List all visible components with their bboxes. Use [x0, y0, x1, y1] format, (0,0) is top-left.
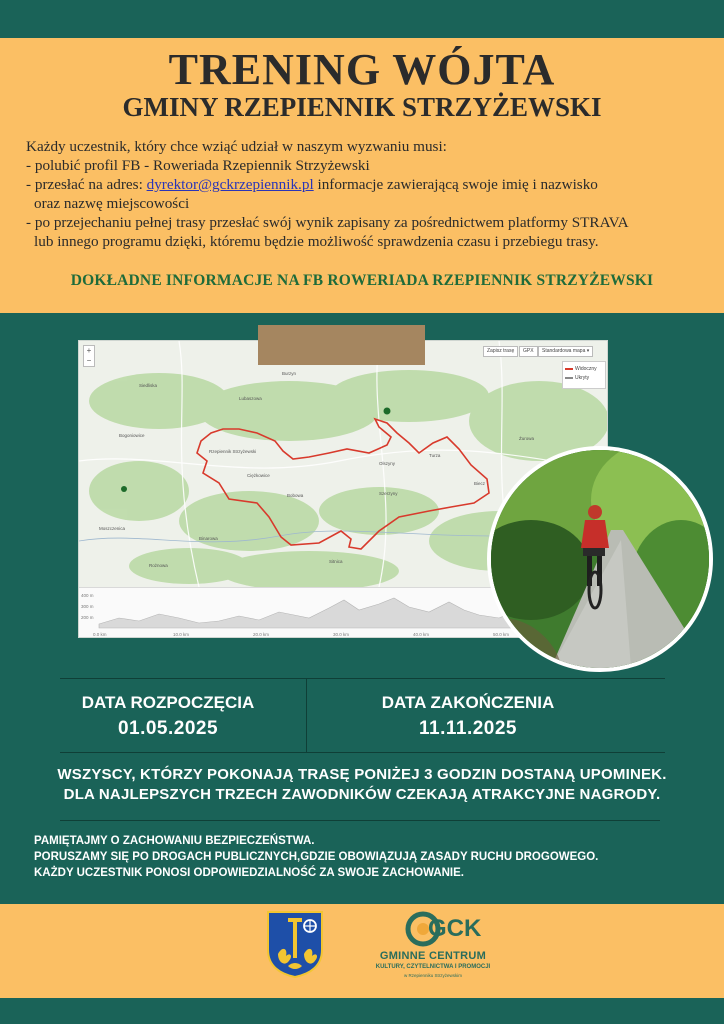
divider-bottom [60, 752, 665, 753]
safety-line-1: PAMIĘTAJMY O ZACHOWANIU BEZPIECZEŃSTWA. [34, 835, 315, 847]
gmina-coat-of-arms [266, 910, 324, 978]
gpx-button[interactable]: GPX [519, 346, 538, 357]
map-town-label: Binarowa [199, 536, 218, 541]
prize-info-1: WSZYSCY, KTÓRZY POKONAJĄ TRASĘ PONIŻEJ 3 GODZIN DOSTANĄ UPOMINEK. [57, 766, 667, 783]
start-date-value: 01.05.2025 [117, 718, 219, 739]
distance-tick: 40.0 km [413, 632, 430, 637]
distance-tick: 10.0 km [173, 632, 190, 637]
rule-send-email-cont: oraz nazwę miejscowości [34, 195, 190, 212]
poster-subtitle: GMINY RZEPIENNIK STRZYŻEWSKI [122, 92, 602, 122]
participation-rules [26, 137, 706, 251]
legend-hidden [565, 374, 603, 383]
cyclist-illustration [491, 450, 709, 668]
rule-send-email [26, 175, 706, 194]
elev-tick-200: 200 m [81, 615, 94, 620]
start-marker[interactable] [384, 408, 391, 415]
rule-like-profile: - polubić profil FB - Roweriada Rzepiennik Strzyżewski [26, 157, 370, 174]
divider-safety [60, 820, 660, 821]
map-town-label: Biecz [474, 481, 486, 486]
rules-intro: Każdy uczestnik, który chce wziąć udział w naszym wyzwaniu musi: [26, 138, 447, 155]
legend-hidden-label: Ukryty [575, 375, 590, 381]
map-town-label: Ciężkowice [247, 473, 270, 478]
save-route-button[interactable]: Zapisz trasę [483, 346, 518, 357]
map-town-label: Sitnica [329, 559, 343, 564]
map-town-label: Burzyn [282, 371, 297, 376]
legend-visible [565, 365, 603, 374]
map-town-label: Rzepiennik Strzyżewski [209, 449, 257, 454]
elev-tick-400: 400 m [81, 593, 94, 598]
prize-info-2: DLA NAJLEPSZYCH TRZECH ZAWODNIKÓW CZEKAJĄ ATRAKCYJNE NAGRODY. [63, 786, 661, 803]
end-date-label: DATA ZAKOŃCZENIA [381, 693, 555, 712]
divider-top [60, 678, 665, 679]
map-header-tab [258, 325, 425, 365]
map-town-label: Bobowa [287, 493, 304, 498]
distance-tick: 30.0 km [333, 632, 350, 637]
map-town-label: Żurowa [519, 436, 535, 441]
map-town-label: Moszczenica [99, 526, 126, 531]
zoom-control[interactable]: + − [83, 345, 95, 367]
org-place: w Rzepienniku Strzyżewskim [403, 973, 463, 978]
distance-tick: 20.0 km [253, 632, 270, 637]
divider-center [306, 678, 307, 752]
location-marker[interactable] [121, 486, 127, 492]
start-date-label: DATA ROZPOCZĘCIA [81, 693, 255, 712]
map-town-label: Olszyny [379, 461, 396, 466]
map-type-select[interactable]: Standardowa mapa ▾ [538, 346, 593, 357]
bottom-band [0, 998, 724, 1024]
rule-send-email-prefix: - przesłać na adres: [26, 176, 147, 193]
legend-visible-label: Widoczny [575, 366, 597, 372]
elev-tick-300: 300 m [81, 604, 94, 609]
safety-line-3: KAŻDY UCZESTNIK PONOSI ODPOWIEDZIALNOŚĆ ZA SWOJE ZACHOWANIE. [34, 867, 464, 879]
org-subtitle: KULTURY, CZYTELNICTWA I PROMOCJI [375, 964, 491, 970]
email-link[interactable]: dyrektor@gckrzepiennik.pl [146, 176, 314, 193]
map-town-label: Siedliska [139, 383, 158, 388]
map-town-label: Bogoniowice [119, 433, 145, 438]
poster-title: TRENING WÓJTA [168, 45, 556, 94]
fb-info-banner: DOKŁADNE INFORMACJE NA FB ROWERIADA RZEPIENNIK STRZYŻEWSKI [70, 272, 654, 289]
rule-send-result-cont: lub innego programu dzięki, któremu będzie możliwość sprawdzenia czasu i przebiegu trasy. [34, 233, 599, 250]
top-band [0, 0, 724, 38]
rule-send-email-suffix: informacje zawierającą swoje imię i nazwisko [313, 176, 598, 193]
gck-logo-text: GCK [428, 915, 482, 942]
map-town-label: Lubaszowa [239, 396, 262, 401]
map-town-label: Rożnowa [149, 563, 168, 568]
cyclist-photo [487, 446, 713, 672]
map-town-label: Turza [429, 453, 441, 458]
safety-line-2: PORUSZAMY SIĘ PO DROGACH PUBLICZNYCH,GDZIE OBOWIĄZUJĄ ZASADY RUCHU DROGOWEGO. [34, 851, 599, 863]
rule-send-result: - po przejechaniu pełnej trasy przesłać swój wynik zapisany za pośrednictwem platformy STRAVA [26, 214, 629, 231]
map-legend [562, 361, 606, 389]
map-town-label: Szerzyny [379, 491, 398, 496]
distance-tick: 0.0 km [93, 632, 107, 637]
org-name: GMINNE CENTRUM [379, 950, 487, 962]
end-date-value: 11.11.2025 [419, 718, 517, 739]
distance-tick: 50.0 km [493, 632, 510, 637]
